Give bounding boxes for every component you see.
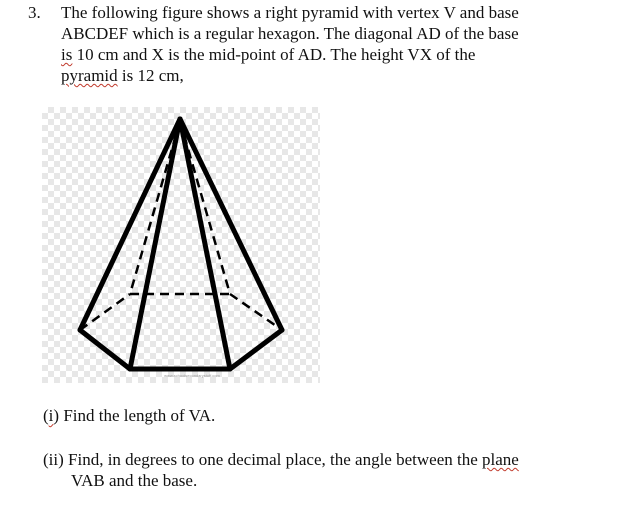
spellcheck-word: plane bbox=[482, 450, 519, 469]
question-text bbox=[61, 2, 601, 86]
question-line-1: The following figure shows a right pyramid with vertex V and base bbox=[61, 3, 519, 22]
part-i-prefix: ( bbox=[43, 406, 49, 425]
spellcheck-word: pyramid bbox=[61, 66, 118, 85]
visible-base-edges bbox=[80, 330, 282, 369]
question-line-4 bbox=[61, 65, 601, 86]
part-ii bbox=[43, 449, 519, 491]
question-line-4-rest: is 12 cm, bbox=[121, 66, 184, 85]
question-line-3 bbox=[61, 44, 601, 65]
pyramid-figure bbox=[42, 107, 320, 383]
figure-watermark: www.schoolsecondarystuff.com bbox=[164, 373, 220, 378]
question-line-3-rest: 10 cm and X is the mid-point of AD. The height VX of the bbox=[76, 45, 476, 64]
slant-edge-far-right bbox=[180, 119, 282, 330]
slant-edge-front-left bbox=[130, 119, 180, 369]
slant-edge-far-left bbox=[80, 119, 180, 330]
hexagonal-pyramid-diagram bbox=[42, 107, 320, 383]
question-number: 3. bbox=[28, 3, 41, 22]
part-ii-line-1-text: (ii) Find, in degrees to one decimal place, the angle between the bbox=[43, 450, 478, 469]
spellcheck-word: i bbox=[48, 406, 54, 425]
question-line-2: ABCDEF which is a regular hexagon. The diagonal AD of the base bbox=[61, 24, 519, 43]
part-ii-line-1 bbox=[43, 450, 519, 469]
part-ii-line-2: VAB and the base. bbox=[71, 471, 198, 490]
part-i-text: ) Find the length of VA. bbox=[53, 406, 216, 425]
slant-edge-front-right bbox=[180, 119, 230, 369]
part-i bbox=[43, 405, 215, 426]
spellcheck-word: is bbox=[61, 45, 73, 64]
